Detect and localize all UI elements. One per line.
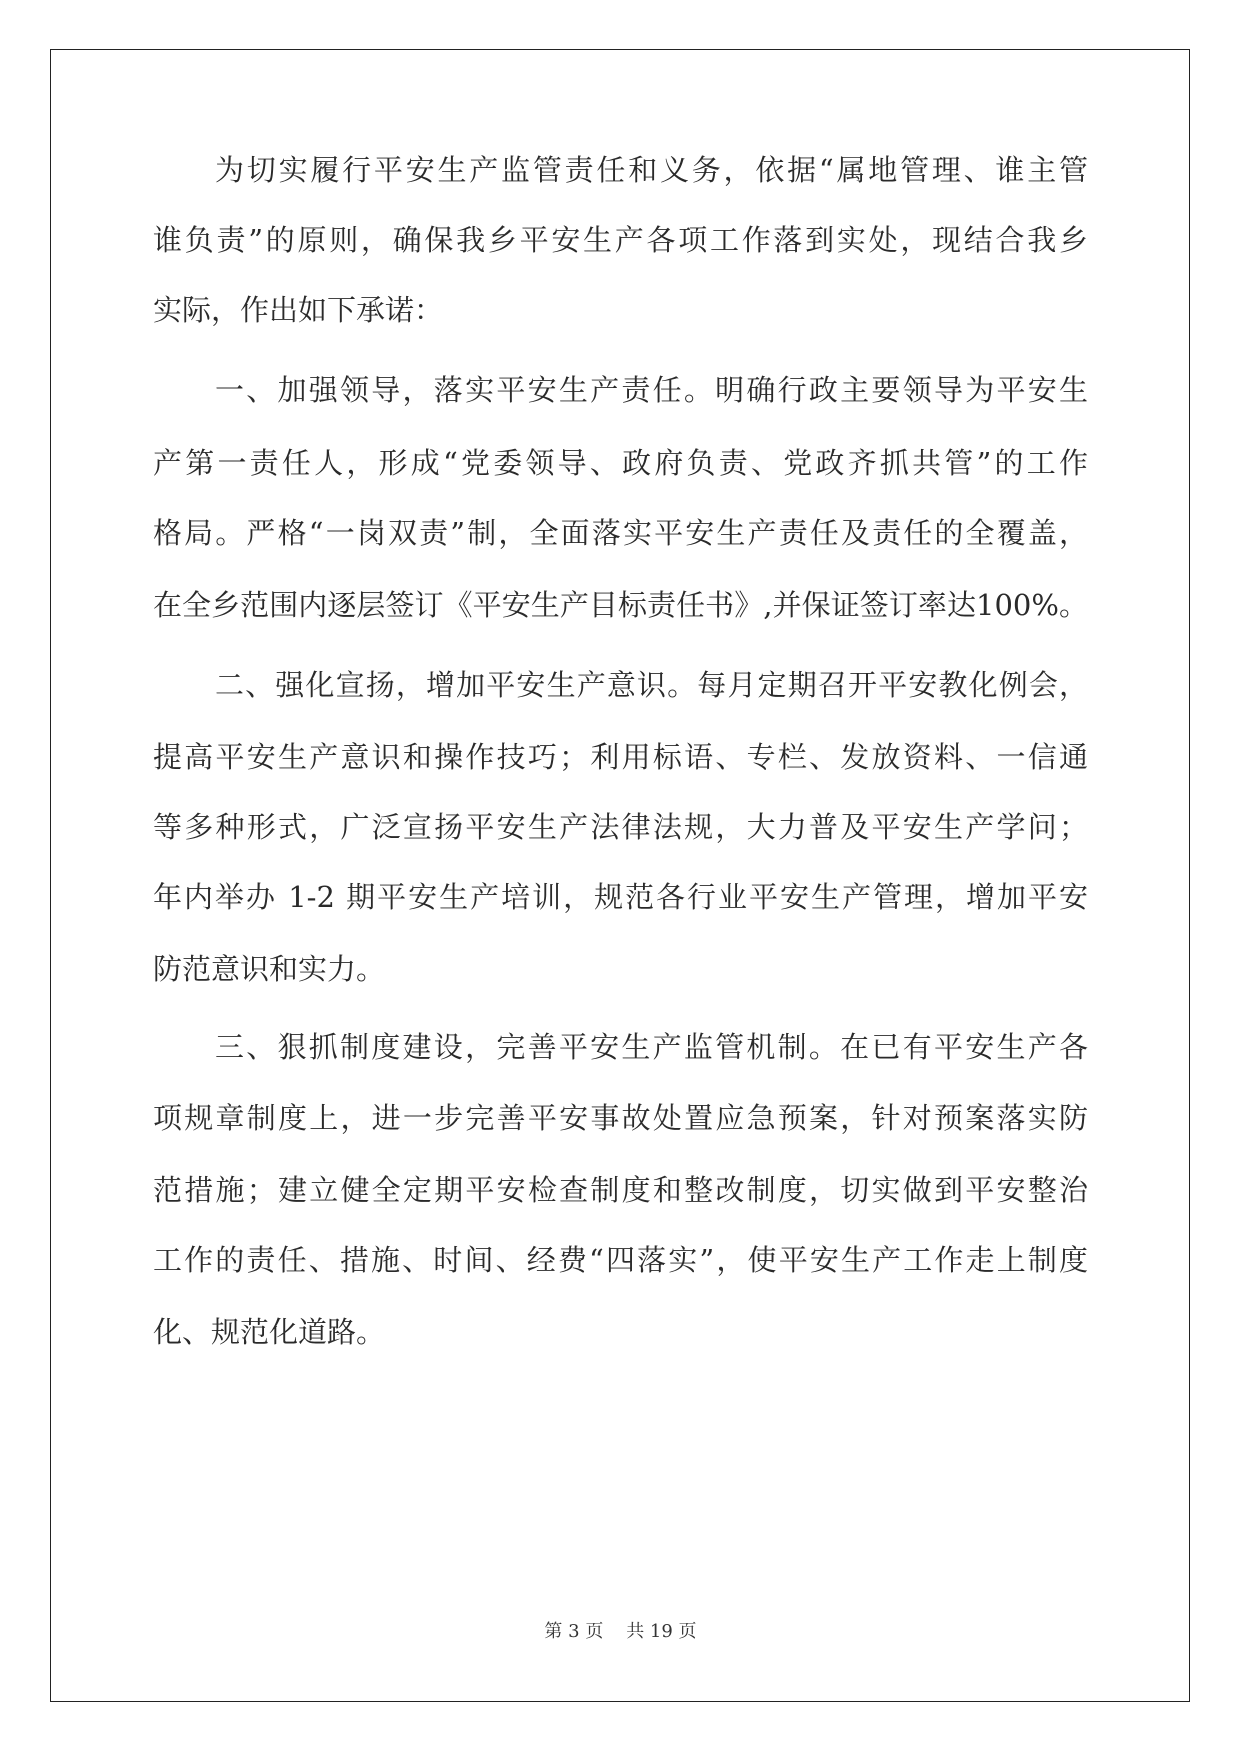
paragraph-4-line-5: 化、规范化道路。 (153, 1315, 386, 1349)
paragraph-2-line-1: 一、加强领导，落实平安生产责任。明确行政主要领导为平安生 (215, 373, 1088, 407)
paragraph-2-line-2: 产第一责任人，形成“党委领导、政府负责、党政齐抓共管”的工作 (153, 446, 1088, 480)
paragraph-1-line-1: 为切实履行平安生产监管责任和义务，依据“属地管理、谁主管 (215, 153, 1088, 187)
paragraph-2-line-4: 在全乡范围内逐层签订《平安生产目标责任书》,并保证签订率达100%。 (153, 588, 1088, 622)
paragraph-1-line-3: 实际，作出如下承诺： (153, 293, 444, 327)
paragraph-4-line-1: 三、狠抓制度建设，完善平安生产监管机制。在已有平安生产各 (215, 1030, 1088, 1064)
paragraph-4-line-2: 项规章制度上，进一步完善平安事故处置应急预案，针对预案落实防 (153, 1101, 1088, 1135)
page-number-footer: 第 3 页 共 19 页 (544, 1621, 697, 1642)
paragraph-3-line-3: 等多种形式，广泛宣扬平安生产法律法规，大力普及平安生产学问； (153, 810, 1088, 844)
paragraph-3-line-1: 二、强化宣扬，增加平安生产意识。每月定期召开平安教化例会， (215, 668, 1088, 702)
paragraph-4-line-4: 工作的责任、措施、时间、经费“四落实”，使平安生产工作走上制度 (153, 1243, 1088, 1277)
paragraph-3-line-2: 提高平安生产意识和操作技巧；利用标语、专栏、发放资料、一信通 (153, 740, 1088, 774)
paragraph-2-line-3: 格局。严格“一岗双责”制，全面落实平安生产责任及责任的全覆盖， (153, 516, 1088, 550)
paragraph-3-line-4: 年内举办 1-2 期平安生产培训，规范各行业平安生产管理，增加平安 (153, 880, 1088, 914)
paragraph-4-line-3: 范措施；建立健全定期平安检查制度和整改制度，切实做到平安整治 (153, 1173, 1088, 1207)
paragraph-1-line-2: 谁负责”的原则，确保我乡平安生产各项工作落到实处，现结合我乡 (153, 223, 1088, 257)
paragraph-3-line-5: 防范意识和实力。 (153, 952, 386, 986)
